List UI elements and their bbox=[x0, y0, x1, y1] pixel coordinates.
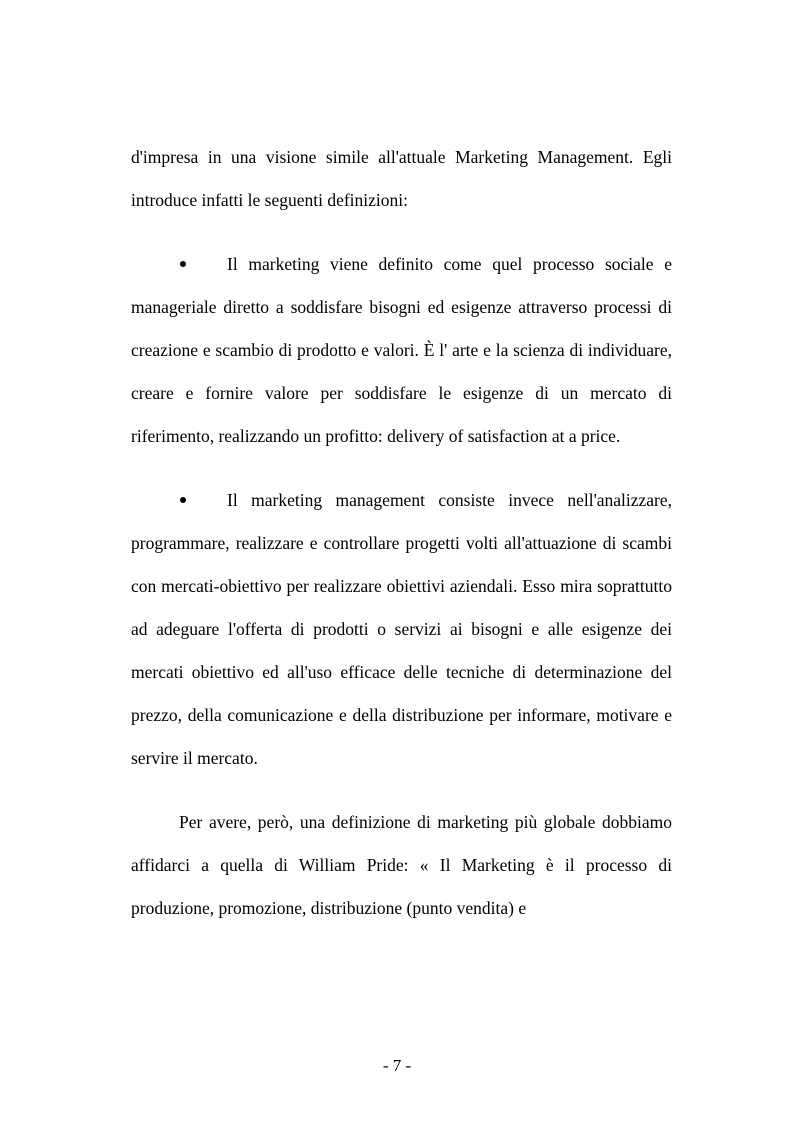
paragraph-closing: Per avere, però, una definizione di marketing più globale dobbiamo affidarci a quella di William Pride: « Il Marketing è il processo di produzione, promozione, distribuzione (punto vendita) e bbox=[131, 812, 672, 918]
paragraph-spacer bbox=[131, 222, 672, 243]
bullet-dot-icon bbox=[180, 497, 186, 503]
document-body bbox=[131, 136, 672, 930]
paragraph-intro: d'impresa in una visione simile all'attuale Marketing Management. Egli introduce infatti le seguenti definizioni: bbox=[131, 147, 672, 210]
bullet-paragraph-marketing bbox=[131, 243, 672, 458]
paragraph-spacer bbox=[131, 780, 672, 801]
bullet-paragraph-marketing-management bbox=[131, 479, 672, 780]
bullet-text-marketing-management: Il marketing management consiste invece nell'analizzare, programmare, realizzare e controllare progetti volti all'attuazione di scambi con mercati-obiettivo per realizzare obiettivi aziendali. Esso mira soprattutto ad adeguare l'offerta di prodotti o servizi ai bisogni e alle esigenze dei mercati obiettivo ed all'uso efficace delle tecniche di determinazione del prezzo, della comunicazione e della distribuzione per informare, motivare e servire il mercato. bbox=[131, 490, 672, 768]
page-number: - 7 - bbox=[382, 1056, 412, 1075]
bullet-text-marketing: Il marketing viene definito come quel processo sociale e manageriale diretto a soddisfare bisogni ed esigenze attraverso processi di creazione e scambio di prodotto e valori. È l' arte e la scienza di individuare, creare e fornire valore per soddisfare le esigenze di un mercato di riferimento, realizzando un profitto: delivery of satisfaction at a price. bbox=[131, 254, 672, 446]
paragraph-spacer bbox=[131, 458, 672, 479]
bullet-dot-icon bbox=[180, 261, 186, 267]
